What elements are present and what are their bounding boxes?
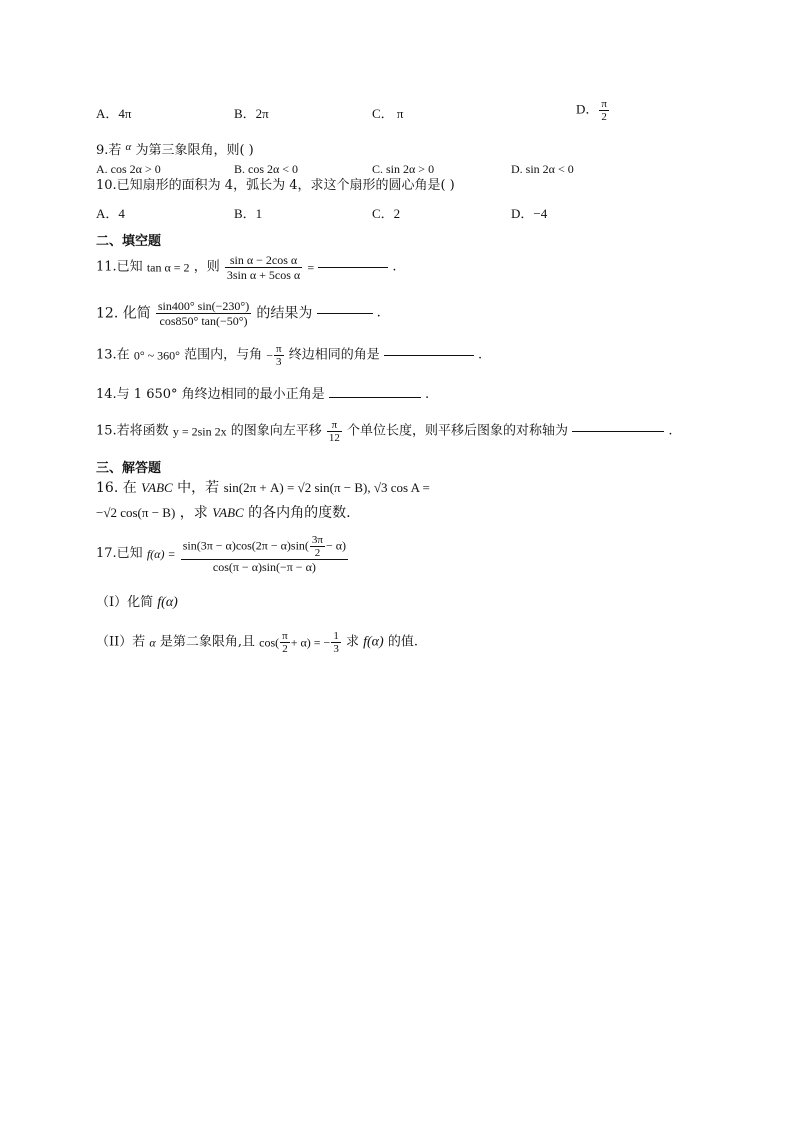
q9-stem (96, 143, 254, 159)
q17-num-inner-num: 3π (311, 534, 323, 546)
q17-num-inner-fraction (310, 534, 325, 559)
q14 (96, 387, 429, 403)
q17-part-2-end: 的值. (387, 634, 418, 650)
q17-part-1-label: （I）化简 (96, 595, 154, 610)
q11-condition: tan α = 2 (146, 260, 190, 275)
q15-denominator: 12 (328, 432, 340, 444)
q16-triangle-ref: VABC (212, 505, 244, 520)
q17-denominator: cos(π − α)sin(−π − α) (212, 560, 316, 574)
q15-function: y = 2sin 2x (172, 424, 227, 439)
q10-option-c: C．2 (372, 206, 401, 221)
q12-numerator: sin400° sin(−230°) (157, 299, 250, 313)
q11-fraction (225, 253, 302, 282)
q8-option-c: C． π (372, 106, 404, 121)
q13 (96, 343, 482, 368)
q12-fraction (156, 299, 251, 328)
q8-option-a: A．4π (96, 106, 132, 121)
q11-equals: = (307, 260, 315, 275)
q17-part-2-fn: f(α) (363, 634, 384, 650)
q17-part-2-cos-tail: + α) = − (290, 635, 331, 650)
q17-fraction (181, 534, 348, 574)
q13-mid: 范围内，与角 (184, 347, 263, 363)
q17-part-2-ask: 求 (345, 634, 359, 650)
q10-option-a: A．4 (96, 206, 125, 221)
q12-lead: 12. 化简 (96, 305, 151, 322)
q13-denominator: 3 (276, 356, 282, 368)
q16-triangle: VABC (141, 480, 173, 495)
q16-condition-2: −√2 cos(π − B) (96, 505, 176, 520)
q16-lead: 16. 在 (96, 480, 137, 496)
q8-option-d-num: π (601, 98, 607, 110)
q8-option-d-den: 2 (601, 111, 607, 123)
q10-stem: 10.已知扇形的面积为 4，弧长为 4，求这个扇形的圆心角是( ) (96, 178, 455, 193)
q16-condition-1: sin(2π + A) = √2 sin(π − B), √3 cos A = (223, 480, 430, 495)
q10-option-b: B．1 (234, 206, 263, 221)
section-fill-in-heading: 二、填空题 (96, 234, 162, 249)
q17-part-2-alpha: α (149, 635, 156, 650)
q12 (96, 299, 381, 328)
q17-num-part-b: − α) (325, 538, 347, 553)
q11-numerator: sin α − 2cos α (225, 253, 302, 268)
q12-tail: 的结果为 (256, 305, 313, 322)
q13-lead: 13.在 (96, 347, 130, 363)
q8-option-d (576, 98, 610, 123)
q17-num-inner-den: 2 (314, 547, 321, 559)
q11-end: . (392, 259, 397, 275)
q12-end: . (376, 305, 381, 321)
q16-ask-tail: 的各内角的度数. (248, 505, 351, 521)
q11-answer-blank[interactable] (318, 267, 388, 268)
q17-part-2-mid: 是第二象限角,且 (159, 634, 256, 650)
q8-option-d-fraction (599, 98, 609, 123)
q13-numerator: π (276, 343, 282, 355)
q17-part-2-vnum: 1 (333, 630, 339, 642)
q17-part-2-vden: 3 (333, 643, 339, 655)
q12-answer-blank[interactable] (317, 313, 373, 314)
q9-option-c: C. sin 2α > 0 (372, 162, 435, 176)
q13-tail: 终边相同的角是 (288, 347, 380, 363)
q17-part-2 (96, 630, 418, 655)
q17-part-2-fden: 2 (282, 643, 288, 655)
q17-part-2-fnum: π (282, 630, 288, 642)
q9-lead: 9.若 (96, 143, 122, 158)
q17-lead: 17.已知 (96, 546, 143, 561)
q13-answer-blank[interactable] (384, 355, 474, 356)
q9-stem-text: 为第三象限角，则( ) (135, 143, 254, 158)
q15-fraction (327, 419, 342, 444)
q16-mid: 中，若 (177, 480, 220, 496)
q9-option-a: A. cos 2α > 0 (96, 162, 161, 176)
q17 (96, 534, 349, 574)
q10-option-d: D．−4 (511, 206, 548, 221)
q9-alpha: α (125, 141, 132, 153)
q15-answer-blank[interactable] (572, 431, 664, 432)
q17-numerator (181, 534, 348, 560)
q8-option-d-label: D． (576, 101, 599, 117)
q17-part-1-fn: f(α) (157, 595, 178, 610)
q13-range: 0° ~ 360° (133, 348, 180, 363)
q15 (96, 419, 672, 444)
q11-lead: 11.已知 (96, 259, 143, 275)
q16-line-1 (96, 480, 430, 496)
q16-ask: ，求 (179, 505, 208, 521)
q13-neg: − (266, 348, 273, 363)
q17-part-2-cos: cos( (259, 635, 280, 650)
q11-denominator: 3sin α + 5cos α (226, 268, 301, 282)
q13-end: . (478, 347, 483, 363)
section-answer-heading: 三、解答题 (96, 461, 162, 476)
q15-tail: 个单位长度，则平移后图象的对称轴为 (347, 423, 569, 439)
q17-num-part-a: sin(3π − α)cos(2π − α)sin( (182, 538, 309, 553)
q17-part-2-fraction (280, 630, 290, 655)
q14-text: 14.与 1 650° 角终边相同的最小正角是 (96, 387, 325, 402)
q15-end: . (668, 423, 673, 439)
q17-part-1 (96, 595, 178, 611)
q16-line-2 (96, 505, 351, 521)
q8-option-b: B．2π (234, 106, 269, 121)
q15-numerator: π (327, 419, 342, 432)
q17-function: f(α) = (146, 547, 176, 561)
q15-mid: 的图象向左平移 (230, 423, 322, 439)
q12-denominator: cos850° tan(−50°) (159, 314, 248, 328)
q13-fraction (274, 343, 284, 368)
q11 (96, 253, 397, 282)
q11-mid: ，则 (193, 259, 220, 275)
q9-option-b: B. cos 2α < 0 (234, 162, 299, 176)
q17-part-2-label: （II）若 (96, 634, 146, 650)
q14-end: . (424, 387, 430, 402)
q17-part-2-value (331, 630, 341, 655)
q15-lead: 15.若将函数 (96, 423, 169, 439)
q9-option-d: D. sin 2α < 0 (511, 162, 574, 176)
q14-answer-blank[interactable] (329, 397, 421, 398)
